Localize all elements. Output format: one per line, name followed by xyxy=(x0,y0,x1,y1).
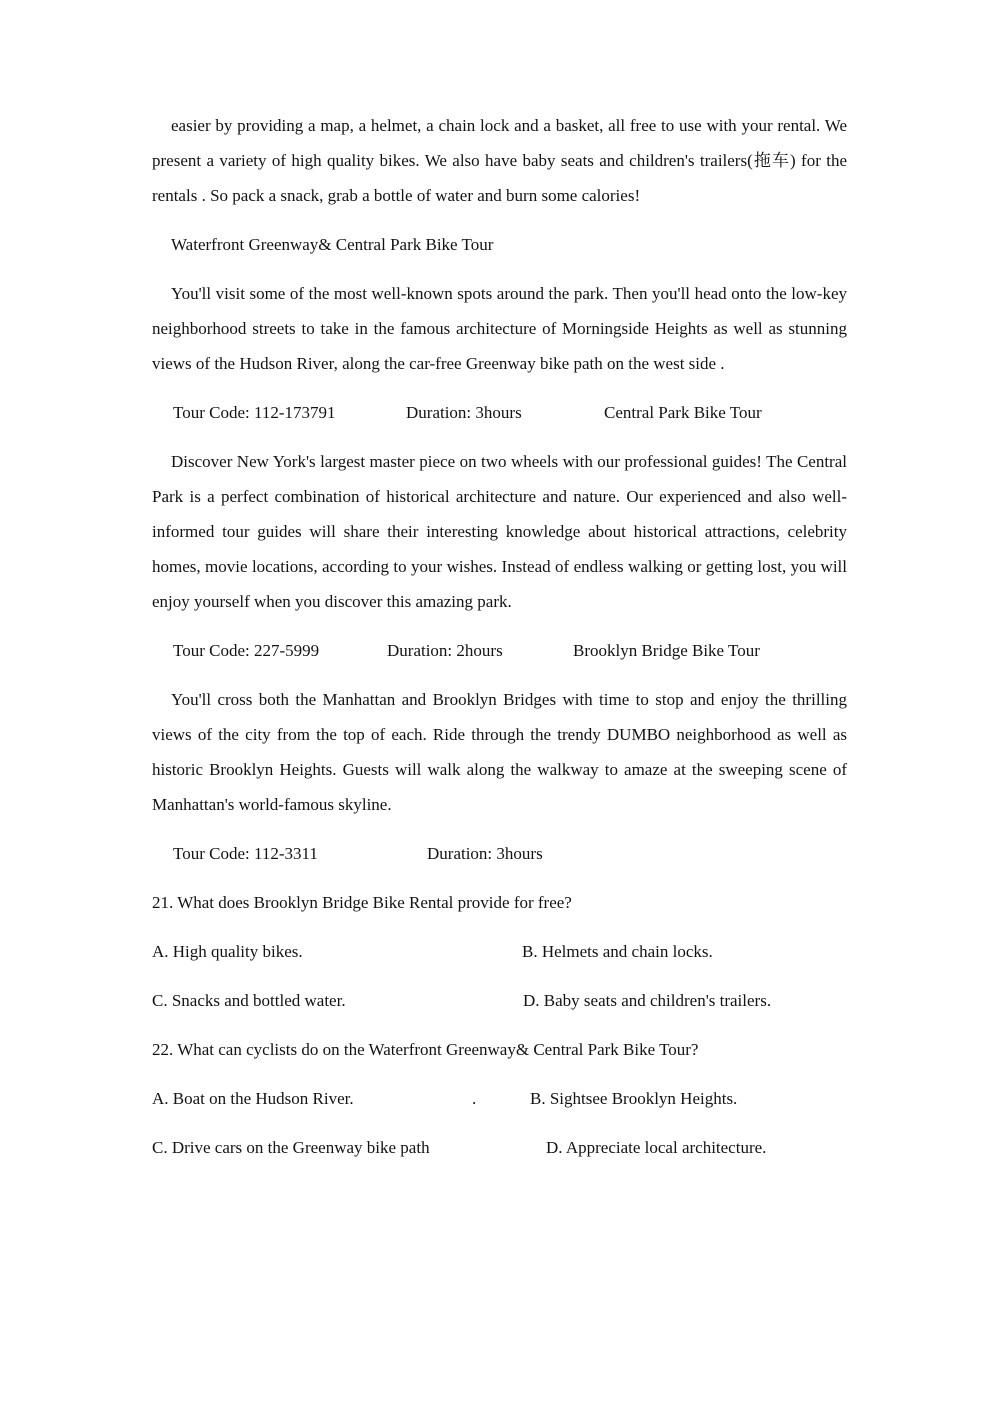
question-22-option-b: B. Sightsee Brooklyn Heights. xyxy=(530,1089,738,1108)
question-22-options-row-ab xyxy=(152,1081,847,1116)
tour-title-brooklyn-bridge: Brooklyn Bridge Bike Tour xyxy=(573,641,760,660)
stray-period: . xyxy=(472,1089,477,1108)
question-21-options-row-ab xyxy=(152,934,847,969)
question-22-options-row-cd xyxy=(152,1130,847,1165)
central-park-tour-description: Discover New York's largest master piece on two wheels with our professional guides! The Central Park is a perfect combination of historical architecture and nature. Our experienced and also well-informed tour guides will share their interesting knowledge about historical attractions, celebrity homes, movie locations, according to your wishes. Instead of endless walking or getting lost, you will enjoy yourself when you discover this amazing park. xyxy=(152,452,847,611)
question-21-option-d: D. Baby seats and children's trailers. xyxy=(523,991,772,1010)
question-21-option-a: A. High quality bikes. xyxy=(152,942,303,961)
question-22-option-c: C. Drive cars on the Greenway bike path xyxy=(152,1138,430,1157)
question-21-option-c: C. Snacks and bottled water. xyxy=(152,991,346,1010)
tour-duration-2: Duration: 2hours xyxy=(387,641,503,660)
question-21-options-row-cd xyxy=(152,983,847,1018)
tour-duration-3: Duration: 3hours xyxy=(427,844,543,863)
tour-code-2: Tour Code: 227-5999 xyxy=(173,641,320,660)
tour-duration-1: Duration: 3hours xyxy=(406,403,522,422)
tour-code-line-2 xyxy=(152,633,847,668)
question-22-option-a: A. Boat on the Hudson River. xyxy=(152,1089,354,1108)
tour-title-central-park: Central Park Bike Tour xyxy=(604,403,762,422)
document-content xyxy=(152,108,847,1179)
waterfront-tour-description: You'll visit some of the most well-known spots around the park. Then you'll head onto the low-key neighborhood streets to take in the famous architecture of Morningside Heights as well as stunning views of the Hudson River, along the car-free Greenway bike path on the west side . xyxy=(152,284,847,373)
intro-paragraph: easier by providing a map, a helmet, a chain lock and a basket, all free to use with your rental. We present a variety of high quality bikes. We also have baby seats and children's trailers(拖车) for the rentals . So pack a snack, grab a bottle of water and burn some calories! xyxy=(152,116,847,205)
question-21-option-b: B. Helmets and chain locks. xyxy=(522,942,713,961)
tour-code-1: Tour Code: 112-173791 xyxy=(173,403,336,422)
tour-code-line-3 xyxy=(152,836,847,871)
waterfront-tour-heading: Waterfront Greenway& Central Park Bike Tour xyxy=(171,235,494,254)
brooklyn-bridge-tour-description: You'll cross both the Manhattan and Brooklyn Bridges with time to stop and enjoy the thrilling views of the city from the top of each. Ride through the trendy DUMBO neighborhood as well as historic Brooklyn Heights. Guests will walk along the walkway to amaze at the sweeping scene of Manhattan's world-famous skyline. xyxy=(152,690,847,814)
tour-code-3: Tour Code: 112-3311 xyxy=(173,844,318,863)
question-22: 22. What can cyclists do on the Waterfront Greenway& Central Park Bike Tour? xyxy=(152,1040,699,1059)
question-21: 21. What does Brooklyn Bridge Bike Rental provide for free? xyxy=(152,893,572,912)
tour-code-line-1 xyxy=(152,395,847,430)
question-22-option-d: D. Appreciate local architecture. xyxy=(546,1138,767,1157)
